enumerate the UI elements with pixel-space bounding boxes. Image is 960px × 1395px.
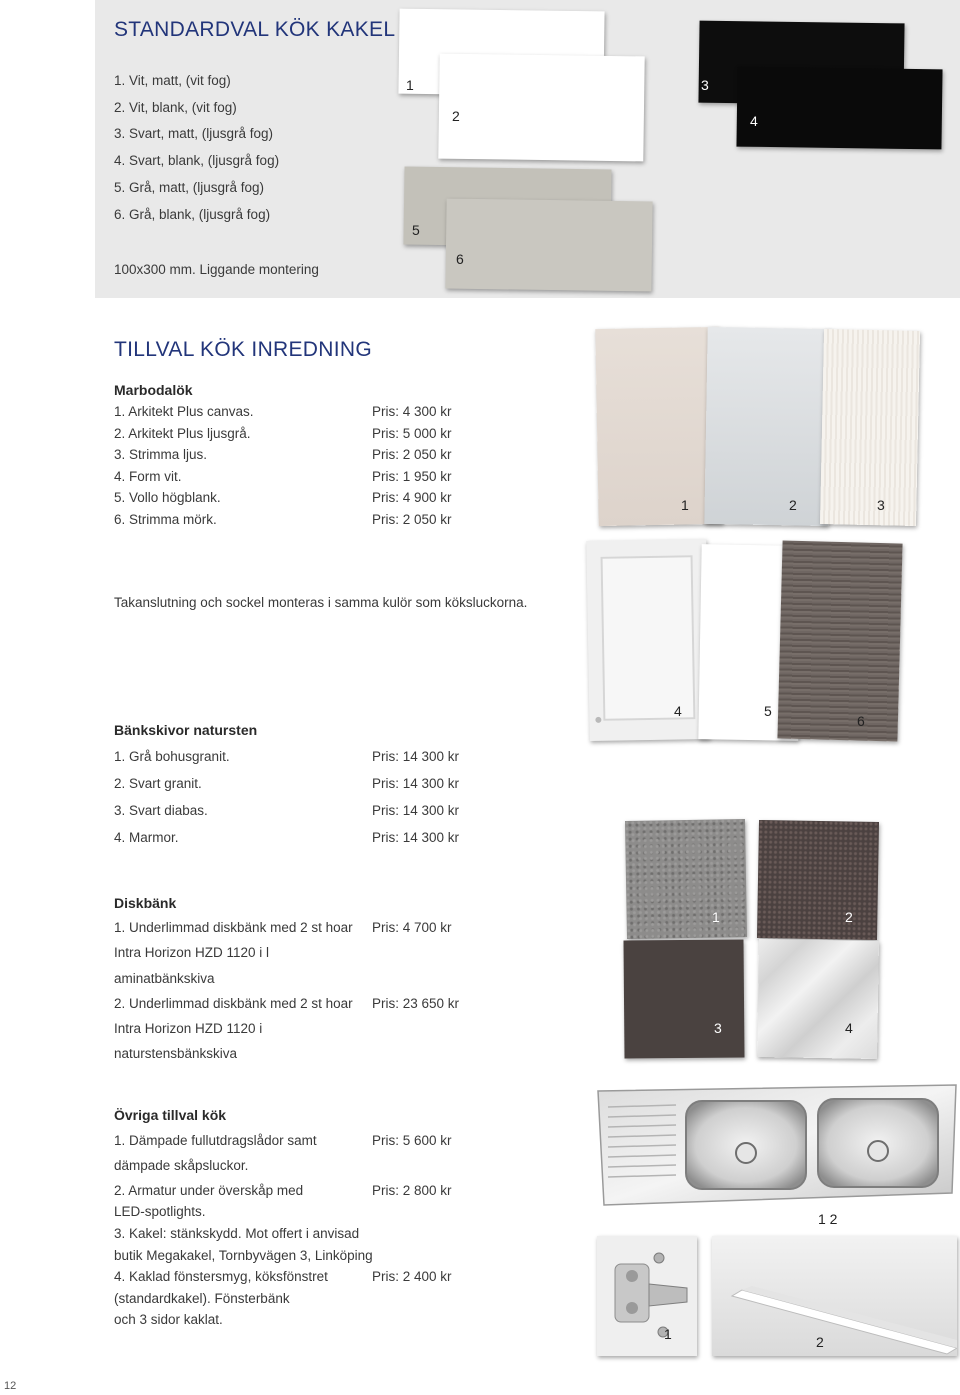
- marbodal-item-price: Pris: 1 950 kr: [372, 469, 452, 484]
- door-swatch-light-grey: [704, 327, 831, 526]
- sink-price-2: Pris: 23 650 kr: [372, 996, 460, 1011]
- other-line: 3. Kakel: stänkskydd. Mot offert i anvisad: [114, 1226, 360, 1241]
- tile-label-1: 1: [406, 77, 414, 93]
- sink-line: Intra Horizon HZD 1120 i: [114, 1021, 263, 1036]
- marbodal-item-price: Pris: 2 050 kr: [372, 512, 452, 527]
- tile-size-note: 100x300 mm. Liggande montering: [114, 262, 319, 277]
- countertop-item-price: Pris: 14 300 kr: [372, 749, 460, 764]
- marbodal-heading: Marbodalök: [114, 382, 193, 398]
- sink-line: 2. Underlimmad diskbänk med 2 st hoar: [114, 996, 353, 1011]
- door-label-3: 3: [877, 497, 885, 513]
- countertop-item-price: Pris: 14 300 kr: [372, 830, 460, 845]
- countertop-item-name: 3. Svart diabas.: [114, 803, 208, 818]
- led-strip-icon: [712, 1236, 957, 1356]
- other-price-1: Pris: 5 600 kr: [372, 1133, 452, 1148]
- door-swatch-canvas: [595, 327, 722, 526]
- sink-price-1: Pris: 4 700 kr: [372, 920, 452, 935]
- countertop-item-price: Pris: 14 300 kr: [372, 803, 460, 818]
- sink-line: Intra Horizon HZD 1120 i l: [114, 945, 270, 960]
- stone-label-3: 3: [714, 1020, 722, 1036]
- tile-item-3: 3. Svart, matt, (ljusgrå fog): [114, 126, 274, 141]
- other-price-2: Pris: 2 800 kr: [372, 1183, 452, 1198]
- other-label-1: 1: [664, 1326, 672, 1342]
- stone-swatch-marble: [757, 939, 879, 1059]
- door-label-4: 4: [674, 703, 682, 719]
- other-line: LED-spotlights.: [114, 1204, 206, 1219]
- sink-line: aminatbänkskiva: [114, 971, 215, 986]
- tile-label-2: 2: [452, 108, 460, 124]
- door-label-2: 2: [789, 497, 797, 513]
- door-label-1: 1: [681, 497, 689, 513]
- hinge-image: [597, 1236, 697, 1356]
- door-label-6: 6: [857, 713, 865, 729]
- other-label-2: 2: [816, 1334, 824, 1350]
- sink-line: 1. Underlimmad diskbänk med 2 st hoar: [114, 920, 353, 935]
- stone-swatch-grey-granite: [625, 819, 747, 939]
- tile-swatch-black-gloss: [736, 67, 942, 150]
- other-line: 2. Armatur under överskåp med: [114, 1183, 304, 1198]
- tiles-title: STANDARDVAL KÖK KAKEL: [114, 18, 396, 41]
- other-line: (standardkakel). Fönsterbänk: [114, 1291, 290, 1306]
- tile-label-5: 5: [412, 222, 420, 238]
- page-number: 12: [4, 1380, 17, 1392]
- countertop-item-price: Pris: 14 300 kr: [372, 776, 460, 791]
- sink-line: naturstensbänkskiva: [114, 1046, 238, 1061]
- other-line: dämpade skåpsluckor.: [114, 1158, 249, 1173]
- other-line: 1. Dämpade fullutdragslådor samt: [114, 1133, 317, 1148]
- countertop-item-name: 4. Marmor.: [114, 830, 179, 845]
- door-handle-icon: [595, 717, 601, 723]
- tile-label-3: 3: [701, 77, 709, 93]
- other-heading: Övriga tillval kök: [114, 1107, 227, 1123]
- tile-swatch-grey-gloss: [445, 199, 652, 292]
- countertops-heading: Bänkskivor natursten: [114, 722, 258, 738]
- stone-label-2: 2: [845, 909, 853, 925]
- countertop-item-name: 1. Grå bohusgranit.: [114, 749, 230, 764]
- stone-swatch-black-diabase: [623, 939, 744, 1058]
- stone-label-1: 1: [712, 909, 720, 925]
- countertop-item-name: 2. Svart granit.: [114, 776, 202, 791]
- marbodal-item-name: 5. Vollo högblank.: [114, 490, 221, 505]
- hinge-icon: [597, 1236, 697, 1356]
- stone-label-4: 4: [845, 1020, 853, 1036]
- tile-item-1: 1. Vit, matt, (vit fog): [114, 73, 231, 88]
- door-label-5: 5: [764, 703, 772, 719]
- optional-title: TILLVAL KÖK INREDNING: [114, 338, 372, 361]
- tile-label-4: 4: [750, 113, 758, 129]
- marbodal-item-name: 3. Strimma ljus.: [114, 447, 208, 462]
- door-swatch-strimma-light: [820, 329, 920, 526]
- tile-label-6: 6: [456, 251, 464, 267]
- sink-image: [596, 1083, 958, 1209]
- tile-swatch-white-gloss: [438, 54, 644, 162]
- marbodal-item-price: Pris: 4 300 kr: [372, 404, 452, 419]
- tile-item-6: 6. Grå, blank, (ljusgrå fog): [114, 207, 271, 222]
- door-swatch-strimma-dark: [777, 540, 902, 741]
- marbodal-item-name: 2. Arkitekt Plus ljusgrå.: [114, 426, 251, 441]
- sink-heading: Diskbänk: [114, 895, 177, 911]
- sink-icon: [596, 1083, 958, 1209]
- other-line: och 3 sidor kaklat.: [114, 1312, 223, 1327]
- other-price-3: Pris: 2 400 kr: [372, 1269, 452, 1284]
- marbodal-item-price: Pris: 2 050 kr: [372, 447, 452, 462]
- marbodal-item-price: Pris: 5 000 kr: [372, 426, 452, 441]
- door-panel-frame: [601, 555, 696, 721]
- marbodal-item-price: Pris: 4 900 kr: [372, 490, 452, 505]
- sink-label: 1 2: [818, 1211, 838, 1227]
- marbodal-note: Takanslutning och sockel monteras i samma kulör som köksluckorna.: [114, 595, 528, 610]
- door-swatch-form-white: [586, 539, 709, 741]
- marbodal-item-name: 1. Arkitekt Plus canvas.: [114, 404, 254, 419]
- tile-item-2: 2. Vit, blank, (vit fog): [114, 100, 237, 115]
- marbodal-item-name: 4. Form vit.: [114, 469, 182, 484]
- tile-item-5: 5. Grå, matt, (ljusgrå fog): [114, 180, 265, 195]
- marbodal-item-name: 6. Strimma mörk.: [114, 512, 217, 527]
- tile-item-4: 4. Svart, blank, (ljusgrå fog): [114, 153, 280, 168]
- stone-swatch-black-granite: [757, 820, 879, 940]
- other-line: 4. Kaklad fönstersmyg, köksfönstret: [114, 1269, 328, 1284]
- other-line: butik Megakakel, Tornbyvägen 3, Linköping: [114, 1248, 373, 1263]
- led-image: [712, 1236, 957, 1356]
